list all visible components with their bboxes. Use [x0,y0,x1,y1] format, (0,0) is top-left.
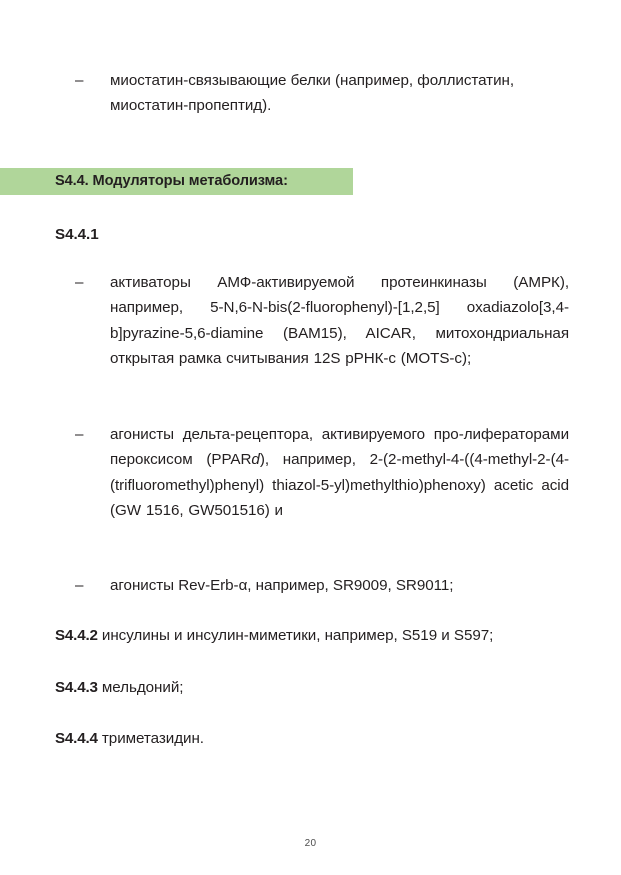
subsection-number-s443: S4.4.3 [55,679,98,696]
list-item-text-lead: агонисты дельта-рецептора, активируемого про-лифераторами пероксисом (PPAR [110,426,569,469]
bullet-dash: – [75,72,84,89]
subsection-s442 [55,623,569,648]
list-item [55,270,569,371]
list-item-text: миостатин-связывающие белки (например, фоллистатин, миостатин-пропептид). [110,72,515,115]
subsection-body-s443: мельдоний; [101,679,184,696]
page-number: 20 [304,838,317,849]
list-item [55,68,569,119]
ppar-delta-italic: d [251,451,260,469]
bullet-dash: – [75,426,84,443]
list-item-text: агонисты Rev-Erb-α, например, SR9009, SR9011; [110,577,454,594]
list-item-text [110,422,569,523]
subsection-s444 [55,726,569,751]
subsection-body-s442: инсулины и инсулин-миметики, например, S519 и S597; [101,627,494,644]
section-heading: S4.4. Модуляторы метаболизма: [55,173,288,189]
subsection-number-s441: S4.4.1 [55,226,99,243]
section-highlight-band [0,168,353,195]
subsection-s443 [55,675,569,700]
subsection-body-s444: триметазидин. [101,730,204,747]
list-item [55,573,569,598]
bullet-dash: – [75,274,84,291]
subsection-number-s444: S4.4.4 [55,730,98,747]
list-item [55,422,569,523]
list-item-text: активаторы АМФ-активируемой протеинкиназы (АМРК), например, 5-N,6-N-bis(2-fluorophenyl)-[1,2,5] oxadiazolo[3,4-b]pyrazine-5,6-diamine (BAM15), AICAR, митохондриальная открытая рамка считывания 12S рРНК-c (MOTS-c); [110,274,569,367]
list-item-text-tail: ), например, 2-(2-methyl-4-((4-methyl-2-(4-(trifluoromethyl)phenyl) thiazol-5-yl)methylthio)phenoxy) acetic acid (GW 1516, GW501516) и [110,451,569,519]
subsection-number-s442: S4.4.2 [55,627,98,644]
bullet-dash: – [75,577,84,594]
